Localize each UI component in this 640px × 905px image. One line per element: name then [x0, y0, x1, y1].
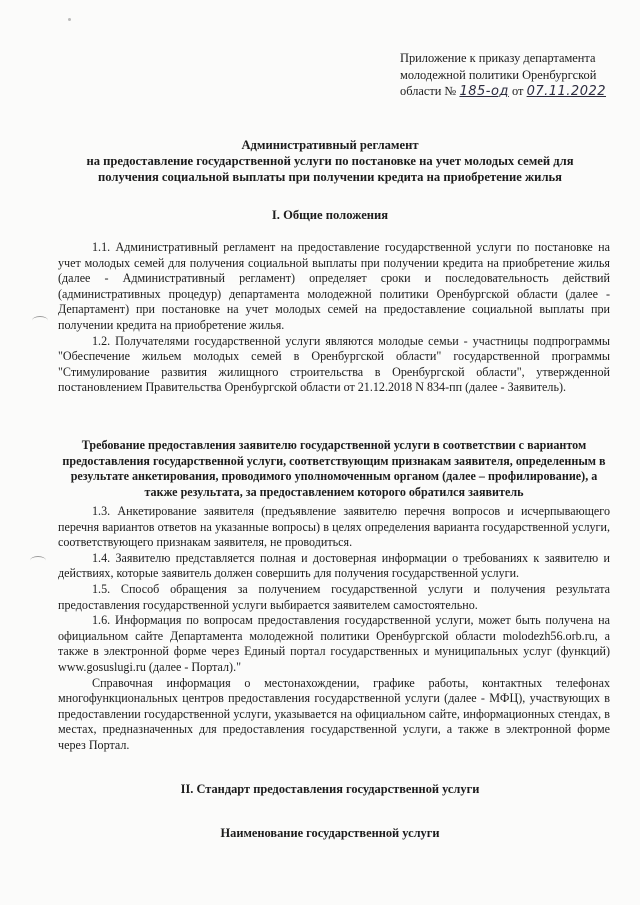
title-line-1: Административный регламент: [241, 138, 419, 152]
paragraph-reference-info: Справочная информация о местонахождении, графике работы, контактных телефонах многофункциональных центров предоставления государственной услуги (далее - МФЦ), участвующих в предоставлении государственной услуги, указывается на официальном сайте, информационных стендах, в местах, предназначенных для предоставления государственной услуги, а также в электронной форме через Портал.: [58, 675, 610, 752]
appendix-line-1: Приложение к приказу департамента: [400, 51, 596, 65]
paragraph-1-1: 1.1. Административный регламент на предоставление государственной услуги по постановке на учет молодых семей для получения социальной выплаты при получении кредита на приобретение жилья (далее - Административный регламент) определяет сроки и последовательность действий (административных процедур) департамента молодежной политики Оренбургской области (далее - Департамент) при постановке на учет молодых семей на предоставление социальной выплаты при получении кредита на приобретение жилья.: [58, 240, 610, 332]
document-title: [40, 137, 620, 185]
paragraph-1-4: 1.4. Заявителю представляется полная и достоверная информации о требованиях к заявителю и действиях, которые заявитель должен совершить для получения государственной услуги.: [58, 550, 610, 581]
paragraph-1-6: 1.6. Информация по вопросам предоставления государственной услуги, может быть получена на официальном сайте Департамента молодежной политики Оренбургской области molodezh56.orb.ru, а также в электронной форме через Единый портал государственных и муниципальных услуг (функций) www.gosuslugi.ru (далее - Портал).": [58, 613, 610, 674]
title-line-2: на предоставление государственной услуги по постановке на учет молодых семей для: [86, 154, 574, 168]
appendix-date-label: от: [512, 84, 524, 98]
appendix-line-3: [400, 83, 622, 101]
appendix-header: [400, 50, 622, 101]
title-line-3: получения социальной выплаты при получении кредита на приобретение жилья: [98, 170, 562, 184]
paragraph-1-3: 1.3. Анкетирование заявителя (предъявление заявителю перечня вопросов и исчерпывающего перечня вариантов ответов на указанные вопросы) в целях определения варианта государственной услуги, соответствующего признакам заявителя, не проводиться.: [58, 504, 610, 550]
paragraph-1-5: 1.5. Способ обращения за получением государственной услуги и получения результата предоставления государственной услуги выбирается заявителем самостоятельно.: [58, 581, 610, 612]
requirement-heading: Требование предоставления заявителю государственной услуги в соответствии с вариантом предоставления государственной услуги, соответствующим признакам заявителя, определенным в результате анкетирования, проводимого уполномоченным органом (далее – профилирование), а также результата, за предоставлением которого обратился заявитель: [62, 438, 606, 499]
paragraph-1-2: 1.2. Получателями государственной услуги являются молодые семьи - участницы подпрограммы "Обеспечение жильем молодых семей в Оренбургской области" государственной программы "Стимулирование развития жилищного строительства в Оренбургской области", утвержденной постановлением Правительства Оренбургской области от 21.12.2018 N 834-пп (далее - Заявитель).: [58, 333, 610, 395]
order-date: 07.11.2022: [526, 84, 607, 99]
appendix-line-2: молодежной политики Оренбургской: [400, 67, 597, 82]
scan-speck: [68, 18, 71, 21]
requirement-body: [58, 504, 610, 754]
appendix-number-label: области №: [400, 84, 457, 98]
section-1-heading: I. Общие положения: [271, 208, 389, 222]
margin-mark: [30, 556, 46, 565]
margin-mark: [32, 316, 48, 325]
section-1-body: [58, 240, 610, 396]
section-2-subheading: Наименование государственной услуги: [220, 826, 440, 840]
order-number: 185-од: [459, 84, 509, 99]
section-2-heading: II. Стандарт предоставления государственной услуги: [180, 782, 480, 796]
